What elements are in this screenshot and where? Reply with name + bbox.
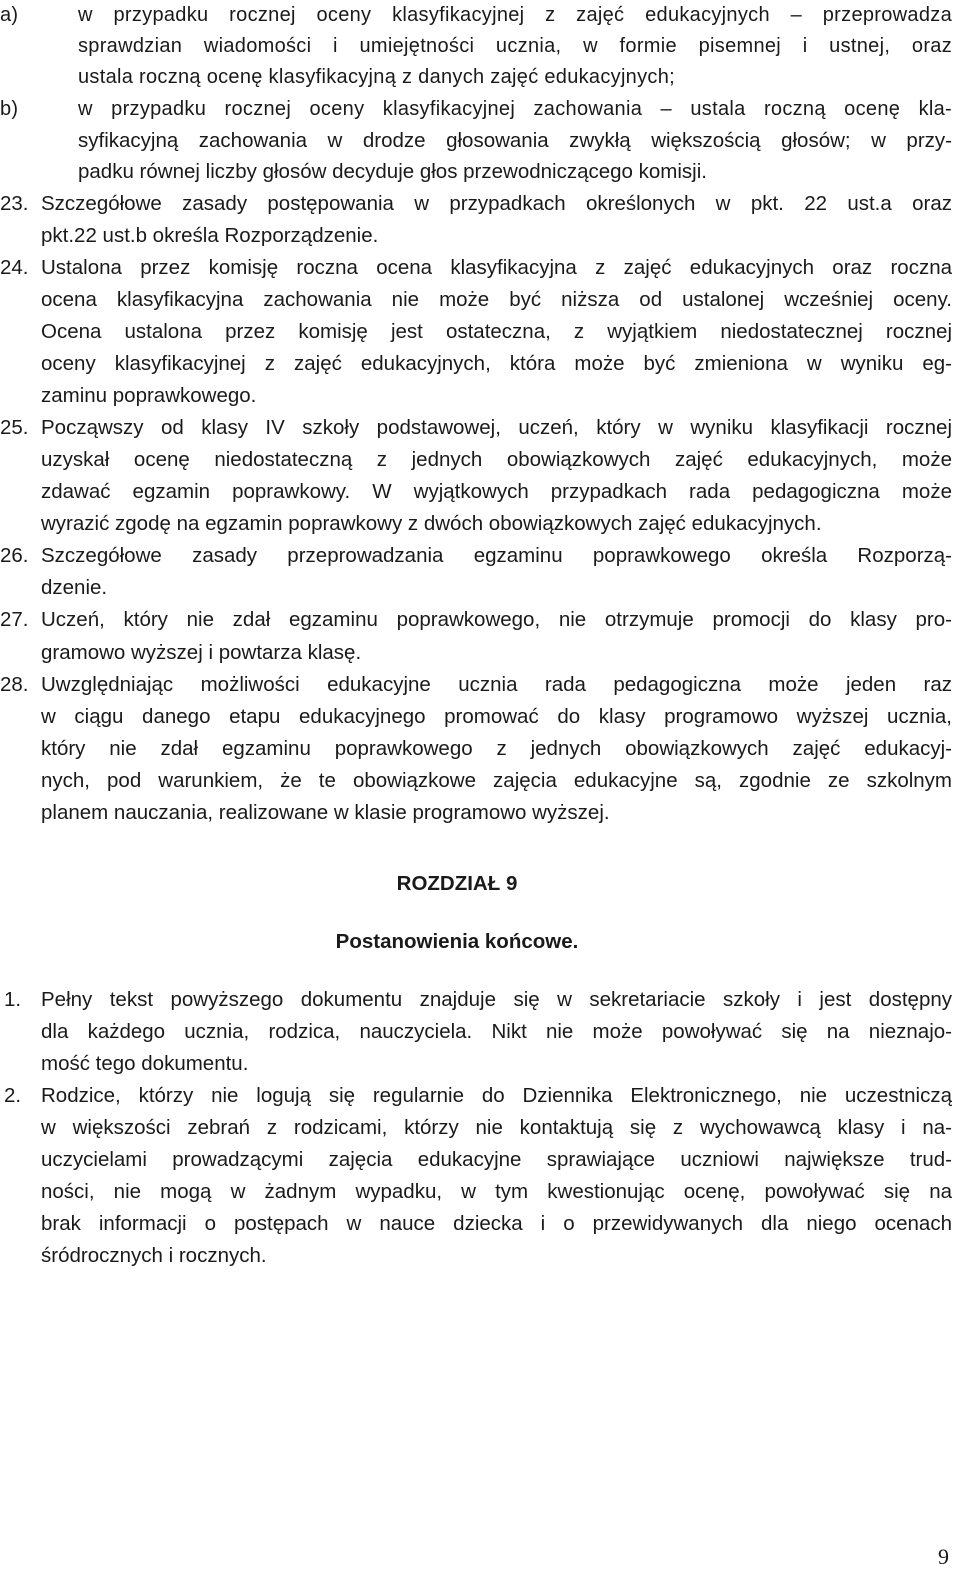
text-line: Uczeń, który nie zdał egzaminu poprawkowego, nie otrzymuje promocji do klasy pro-: [41, 608, 952, 631]
list-marker: a): [0, 4, 19, 26]
text-line: Ocena ustalona przez komisję jest ostateczna, z wyjątkiem niedostatecznej rocznej: [41, 320, 952, 343]
text-line: sprawdzian wiadomości i umiejętności ucznia, w formie pisemnej i ustnej, oraz: [78, 35, 952, 57]
text-line: Uwzględniając możliwości edukacyjne ucznia rada pedagogiczna może jeden raz: [41, 673, 952, 696]
text-line: w przypadku rocznej oceny klasyfikacyjnej zachowania – ustala roczną ocenę kla-: [78, 98, 952, 120]
text-line: Rodzice, którzy nie logują się regularnie do Dziennika Elektronicznego, nie uczestniczą: [41, 1084, 952, 1107]
text-line: gramowo wyższej i powtarza klasę.: [41, 641, 362, 664]
list-marker: 28.: [0, 673, 29, 696]
section-title: Postanowienia końcowe.: [335, 930, 579, 953]
text-line: mość tego dokumentu.: [41, 1052, 249, 1075]
text-line: uczycielami prowadzącymi zajęcia edukacyjne sprawiające uczniowi największe trud-: [41, 1148, 952, 1171]
list-marker: b): [0, 98, 19, 120]
list-marker: 27.: [0, 608, 29, 631]
text-line: brak informacji o postępach w nauce dziecka i o przewidywanych dla niego ocenach: [41, 1212, 952, 1235]
text-line: uzyskał ocenę niedostateczną z jednych obowiązkowych zajęć edukacyjnych, może: [41, 448, 952, 471]
text-line: w większości zebrań z rodzicami, którzy nie kontaktują się z wychowawcą klasy i na-: [41, 1116, 952, 1139]
text-line: Począwszy od klasy IV szkoły podstawowej, uczeń, który w wyniku klasyfikacji rocznej: [41, 416, 952, 439]
text-line: który nie zdał egzaminu poprawkowego z jednych obowiązkowych zajęć edukacyj-: [41, 737, 952, 760]
list-marker: 24.: [0, 256, 29, 279]
text-line: dzenie.: [41, 576, 108, 599]
chapter-heading: ROZDZIAŁ 9: [396, 872, 518, 895]
text-line: Pełny tekst powyższego dokumentu znajduje się w sekretariacie szkoły i jest dostępny: [41, 988, 952, 1011]
text-line: planem nauczania, realizowane w klasie programowo wyższej.: [41, 801, 610, 824]
list-marker: 1.: [4, 988, 22, 1011]
text-line: wyrazić zgodę na egzamin poprawkowy z dwóch obowiązkowych zajęć edukacyjnych.: [41, 512, 822, 535]
text-line: Szczegółowe zasady postępowania w przypadkach określonych w pkt. 22 ust.a oraz: [41, 192, 952, 215]
text-line: Ustalona przez komisję roczna ocena klasyfikacyjna z zajęć edukacyjnych oraz roczna: [41, 256, 952, 279]
text-line: w przypadku rocznej oceny klasyfikacyjnej z zajęć edukacyjnych – przeprowadza: [78, 4, 952, 26]
text-line: padku równej liczby głosów decyduje głos przewodniczącego komisji.: [78, 160, 707, 183]
list-marker: 23.: [0, 192, 29, 215]
text-line: zdawać egzamin poprawkowy. W wyjątkowych przypadkach rada pedagogiczna może: [41, 480, 952, 503]
text-line: nych, pod warunkiem, że te obowiązkowe zajęcia edukacyjne są, zgodnie ze szkolnym: [41, 769, 952, 792]
text-line: śródrocznych i rocznych.: [41, 1244, 267, 1267]
text-line: Szczegółowe zasady przeprowadzania egzaminu poprawkowego określa Rozporzą-: [41, 544, 952, 567]
list-marker: 26.: [0, 544, 29, 567]
text-line: oceny klasyfikacyjnej z zajęć edukacyjnych, która może być zmieniona w wyniku eg-: [41, 352, 952, 375]
text-line: syfikacyjną zachowania w drodze głosowania zwykłą większością głosów; w przy-: [78, 129, 952, 152]
text-line: dla każdego ucznia, rodzica, nauczyciela. Nikt nie może powoływać się na nieznajo-: [41, 1020, 952, 1043]
text-line: ności, nie mogą w żadnym wypadku, w tym kwestionując ocenę, powoływać się na: [41, 1180, 952, 1203]
text-line: w ciągu danego etapu edukacyjnego promować do klasy programowo wyższej ucznia,: [41, 705, 952, 728]
text-line: ustala roczną ocenę klasyfikacyjną z danych zajęć edukacyjnych;: [78, 66, 675, 88]
list-marker: 25.: [0, 416, 29, 439]
text-line: ocena klasyfikacyjna zachowania nie może być niższa od ustalonej wcześniej oceny.: [41, 288, 952, 311]
text-line: zaminu poprawkowego.: [41, 384, 257, 407]
list-marker: 2.: [4, 1084, 22, 1107]
text-line: pkt.22 ust.b określa Rozporządzenie.: [41, 224, 379, 247]
page-number: 9: [938, 1544, 949, 1569]
